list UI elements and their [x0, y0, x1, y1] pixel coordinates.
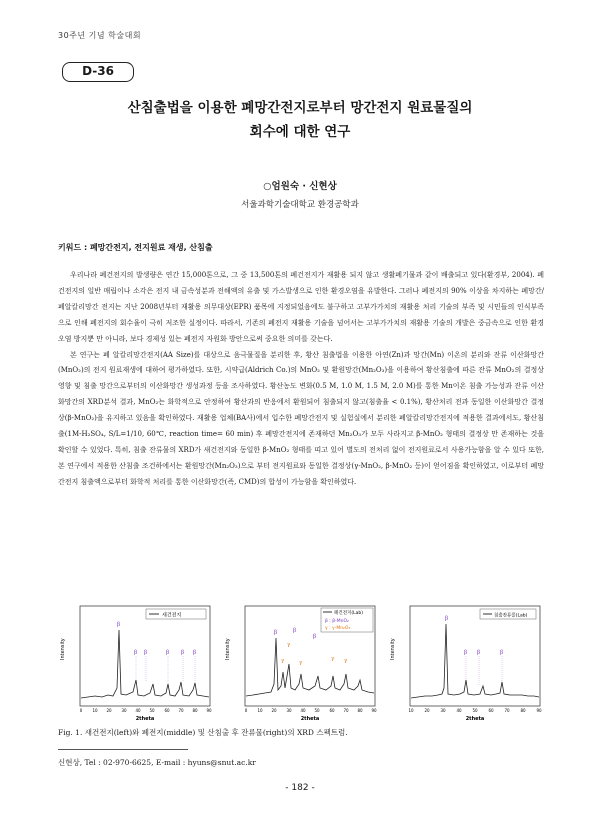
x-tick: 0: [79, 708, 83, 713]
x-tick: 70: [504, 708, 510, 713]
x-tick: 20: [424, 708, 430, 713]
peak-label: β: [144, 650, 148, 656]
peak-label-beta: β: [313, 634, 317, 640]
peak-label-gamma: γ: [281, 658, 285, 664]
x-axis-label: 2theta: [300, 716, 320, 722]
footnote-contact: 신현상, Tel : 02-970-6625, E-mail : hyuns@snut.ac.kr: [58, 758, 256, 767]
page-number: - 182 -: [285, 783, 315, 793]
header-note: 30주년 기념 학술대회: [58, 31, 142, 40]
keywords: 키워드 : 폐망간전지, 전지원료 재생, 산침출: [58, 243, 213, 252]
x-tick: 0: [244, 708, 248, 713]
legend-middle-gamma: γ : γ-Mn₂O₃: [325, 626, 351, 631]
legend-middle-title: 폐건전지(Lab): [334, 611, 364, 616]
peak-label-gamma: γ: [331, 656, 335, 662]
x-tick: 50: [314, 708, 320, 713]
x-axis-label: 2theta: [465, 716, 485, 722]
peak-label: β: [181, 650, 185, 656]
x-axis-label: 2theta: [135, 716, 155, 722]
x-tick: 30: [121, 708, 127, 713]
peak-label: β: [445, 616, 449, 622]
x-tick: 20: [271, 708, 277, 713]
peak-label: β: [134, 650, 138, 656]
x-tick: 90: [536, 708, 542, 713]
x-tick: 60: [329, 708, 335, 713]
peak-label-beta: β: [293, 628, 297, 634]
xrd-panel-middle: [223, 600, 379, 722]
peak-label-beta: β: [274, 630, 278, 636]
authors: ○엄원숙 · 신현상: [263, 181, 337, 192]
legend-left: 새건전지: [162, 612, 182, 619]
xrd-panel-right: [388, 600, 544, 722]
x-tick: 90: [371, 708, 377, 713]
x-tick: 80: [192, 708, 198, 713]
x-tick: 50: [149, 708, 155, 713]
x-tick: 80: [520, 708, 526, 713]
x-tick: 50: [472, 708, 478, 713]
title-line-2: 회수에 대한 연구: [249, 124, 351, 140]
x-tick: 40: [456, 708, 462, 713]
x-tick: 60: [164, 708, 170, 713]
paragraph-1: 우리나라 폐건전지의 발생량은 연간 15,000톤으로, 그 중 13,500톤의 폐건전지가 재활용 되지 않고 생활폐기물과 같이 배출되고 있다(환경부, 2004). 폐건전지의 일반 매립이나 소각은 전지 내 금속성분과 전해액의 유출 및 가스발생으로 인한 환경오염을 유발한다. 그러나 폐전지의 90% 이상을 차지하는 폐망간/폐알칼리망간 전지는 지난 2008년부터 재활용 의무대상(EPR) 품목에 지정되었음에도 불구하고 고부가가치의 재활용 처리 기술의 부족 및 시민들의 인식부족으로 인해 폐전지의 회수율이 극히 저조한 실정이다. 따라서, 기존의 폐전지 재활용 기술을 넘어서는 고부가가치의 재활용 기술의 개발은 중금속으로 인한 환경오염 방지뿐 만 아니라, 보다 경제성 있는 폐전지 자원화 방안으로써 중요한 의미를 갖는다.: [58, 271, 544, 343]
peak-label-gamma: γ: [287, 642, 291, 648]
paragraph-2: 본 연구는 폐 알칼리망간전지(AA Size)를 대상으로 음극물질을 분리한 후, 황산 침출법을 이용한 아연(Zn)과 망간(Mn) 이온의 분리와 잔류 이산화망간(MnO₂)의 전지 원료재생에 대하여 평가하였다. 또한, 시약급(Aldrich Co.)의 MnO₂ 및 환원망간(Mn₂O₃)을 이용하여 황산침출에 따른 잔류 MnO₂의 결정상 영향 및 침출 망간으로부터의 이산화망간 생성과정 등을 조사하였다. 황산농도 변화(0.5 M, 1.0 M, 1.5 M, 2.0 M)를 통한 Mn이온 침출 가능성과 잔류 이산화망간의 XRD분석 결과, MnO₂는 화학적으로 안정하여 황산과의 반응에서 환원되어 침출되지 않고(침출율 < 0.1%), 황산처리 전과 동일한 이산화망간 결정상(β-MnO₂)을 유지하고 있음을 확인하였다. 재활용 업체(BA사)에서 입수한 폐망간전지 및 실험실에서 분리한 폐알칼리망간전지에 적용한 결과에서도, 황산침출(1M-H₂SO₄, S/L=1/10, 60℃, reaction time= 60 min) 후 폐망간전지에 존재하던 Mn₂O₃가 모두 사라지고 β-MnO₂ 형태의 결정상 만 존재하는 것을 확인할 수 있었다. 특히, 침출 잔류물의 XRD가 새건전지와 동일한 β-MnO₂ 형태를 띠고 있어 별도의 전처리 없이 전지원료로서 사용가능함을 알 수 있다 또한, 본 연구에서 적용한 산침출 조건하에서는 환원망간(Mn₂O₃)으로 부터 전지원료와 동일한 결정상(γ-MnO₂, β-MnO₂ 등)이 얻어짐을 확인하였고, 이로부터 폐망간전지 침출액으로부터 화학적 처리를 통한 이산화망간(즉, CMD)의 합성이 가능함을 확인하였다.: [58, 350, 544, 486]
footnote-divider: [58, 749, 188, 750]
peak-label: β: [500, 650, 504, 656]
peak-label: β: [166, 650, 170, 656]
xrd-figure: [58, 600, 544, 722]
legend-right: 침출잔류물(Lab): [494, 613, 528, 619]
x-tick: 70: [343, 708, 349, 713]
peak-label-gamma: γ: [299, 660, 303, 666]
x-tick: 60: [488, 708, 494, 713]
legend-middle-beta: β : β-MnO₂: [325, 619, 349, 624]
x-tick: 10: [257, 708, 263, 713]
x-tick: 30: [440, 708, 446, 713]
abstract-code-badge: D-36: [62, 62, 134, 82]
y-axis-label: Intensity: [60, 638, 66, 660]
x-tick: 90: [206, 708, 212, 713]
body-text: [58, 268, 544, 491]
peak-label-gamma: γ: [344, 658, 348, 664]
peak-label: β: [464, 650, 468, 656]
x-tick: 20: [106, 708, 112, 713]
peak-label: β: [193, 650, 197, 656]
x-tick: 10: [408, 708, 414, 713]
x-tick: 30: [286, 708, 292, 713]
affiliation: 서울과학기술대학교 환경공학과: [241, 200, 359, 210]
x-tick: 80: [357, 708, 363, 713]
xrd-panel-left: [58, 600, 214, 722]
peak-label: β: [117, 622, 121, 628]
x-tick: 40: [135, 708, 141, 713]
title-line-1: 산침출법을 이용한 폐망간전지로부터 망간전지 원료물질의: [127, 100, 473, 116]
x-tick: 70: [178, 708, 184, 713]
figure-caption: Fig. 1. 새건전지(left)와 폐전지(middle) 및 산침출 후 잔류물(right)의 XRD 스펙트럼.: [58, 728, 348, 737]
peak-label: β: [477, 650, 481, 656]
x-tick: 10: [92, 708, 98, 713]
y-axis-label: Intensity: [225, 638, 231, 660]
y-axis-label: Intensity: [390, 638, 396, 660]
x-tick: 40: [300, 708, 306, 713]
